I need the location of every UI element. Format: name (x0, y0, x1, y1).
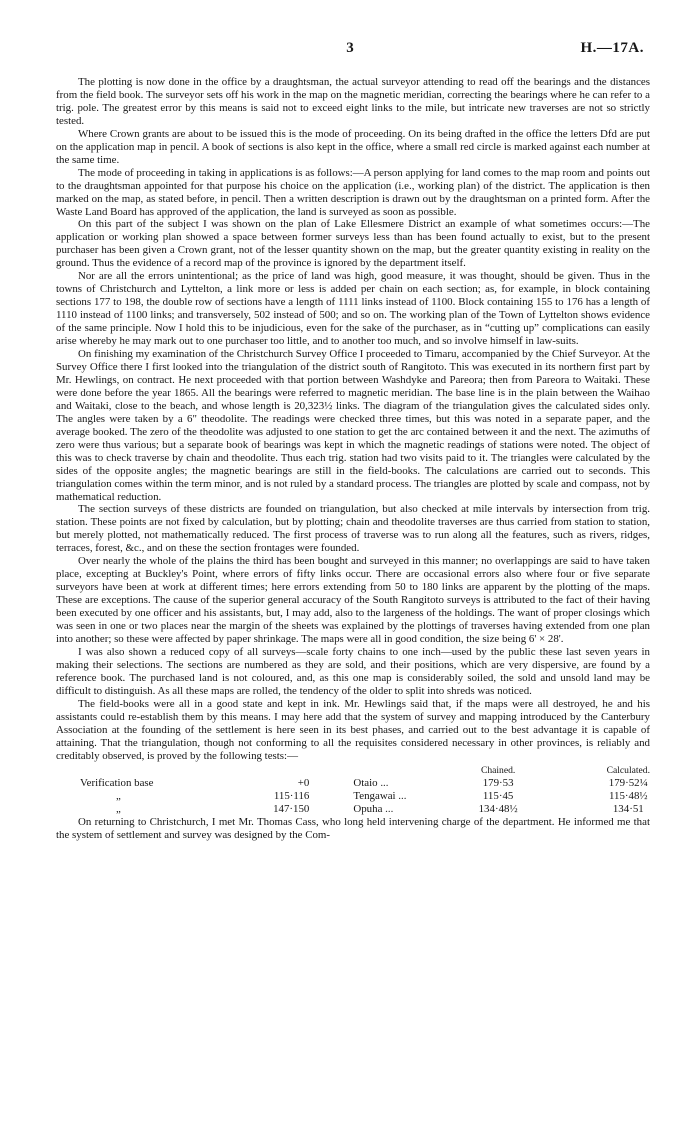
paragraph-field-books: The field-books were all in a good state and kept in ink. Mr. Hewlings said that, if the maps were all destroyed, he and his assistants could re-establish them by this means. I may here add that the system of survey and mapping introduced by the Canterbury Association at the founding of the settlement is here seen in its best phases, and carried out to the best advantage it is capable of attaining. That the triangulation, though not conforming to all the requisites considered necessary in other provinces, is reliably and creditably observed, is proved by the following tests:— (56, 697, 650, 762)
row-calculated: 115·48½ (608, 790, 648, 803)
paragraph-closing: On returning to Christchurch, I met Mr. Thomas Cass, who long held intervening charge of the department. He informed me that the system of settlement and survey was designed by the Com- (56, 816, 650, 842)
page-number: 3 (346, 40, 354, 56)
row-label: Verification base (80, 777, 154, 790)
verification-table (56, 765, 650, 817)
paragraph-applications: The mode of proceeding in taking in applications is as follows:—A person applying for land comes to the map room and points out to the draughtsman appointed for that purpose his choice on the application (i.e., working plan) of the district. The application is then marked on the map, as stated before, in pencil. Then a written description is drawn out by the draughtsman on a printed form. After the Waste Land Board has approved of the application, the land is surveyed as soon as possible. (56, 166, 650, 218)
row-station: Opuha ... (353, 803, 394, 816)
body-text (56, 76, 650, 842)
row-chained: 179·53 (482, 777, 514, 790)
paragraph-section-surveys: The section surveys of these districts are founded on triangulation, but also checked at mile intervals by intersection from trig. station. These points are not fixed by calculation, but by plotting; chain and theodolite traverses are thus carried from station to station, but merely plotted, not mathematically reduced. The first process of traverse was to run along all the features, such as rivers, ridges, terraces, forest, &c., and on these the section frontages were founded. (56, 503, 650, 555)
row-calculated: 134·51 (612, 803, 644, 816)
column-header-calculated: Calculated. (606, 764, 650, 776)
row-station: Otaio ... (353, 777, 389, 790)
row-value: 147·150 (273, 803, 310, 816)
row-value: 115·116 (273, 790, 310, 803)
row-station: Tengawai ... (353, 790, 407, 803)
row-chained: 134·48½ (478, 803, 518, 816)
paragraph-plains: Over nearly the whole of the plains the third has been bought and surveyed in this manner; no overlappings are said to have taken place, excepting at Buckley's Point, where errors of fifty links occur. There are occasional errors also where four or five separate surveyors have been at work at different times; here errors extending from 50 to 180 links are apparent by the plotting of the maps. These are exceptions. The cause of the superior general accuracy of the South Rangitoto surveys is attributed to the fact of their having been executed by one officer and his assistants, but, I may add, also to the largeness of the holdings. The want of proper closings which was seen in one or two places near the margin of the sheets was explained by the plottings of traverses having extended from one plan into another; so these were affected by paper shrinkage. The maps were all in good condition, the size being 6' × 28'. (56, 555, 650, 645)
document-reference: H.—17A. (580, 40, 644, 56)
table-row (56, 790, 650, 803)
paragraph-lake-ellesmere: On this part of the subject I was shown on the plan of Lake Ellesmere District an example of what sometimes occurs:—The application or working plan showed a space between former surveys less than has been found actually to exist, but to the present purchaser has been given a Crown grant, not of the lesser quantity shown on the map, but the greater quantity existing in reality on the ground. Thus the evidence of a record map of the province is ignored by the department itself. (56, 218, 650, 270)
row-calculated: 179·52¼ (608, 777, 648, 790)
row-label: „ (116, 803, 121, 816)
row-chained: 115·45 (482, 790, 514, 803)
page-header (56, 40, 644, 60)
column-header-chained: Chained. (480, 764, 516, 776)
paragraph-errors: Nor are all the errors unintentional; as the price of land was high, good measure, it was thought, should be given. Thus in the towns of Christchurch and Lyttelton, a link more or less is added per chain on each section; as, for example, in block containing sections 177 to 198, the double row of sections have a length of 1111 links instead of 1100. Block containing 155 to 176 has a length of 1110 instead of 1100 links; and transversely, 502 instead of 500; and so on. The working plan of the Town of Lyttelton shows evidence of the same principle. Now I hold this to be injudicious, even for the sake of the purchaser, as in “cutting up” complications can easily arise whereby he may mark out to one purchaser too little, and to another too much, and so involve himself in law-suits. (56, 270, 650, 348)
paragraph-reduced-copy: I was also shown a reduced copy of all surveys—scale forty chains to one inch—used by the public these last seven years in making their selections. The sections are numbered as they are sold, and their positions, which are very dispersive, are found by a reference book. The purchased land is not coloured, and, as this one map is considerably soiled, the sold and unsold land may be difficult to distinguish. As all these maps are rolled, the tendency of the older to split into shreds was noticed. (56, 645, 650, 697)
row-label: „ (116, 790, 121, 803)
verification-table-header (56, 765, 650, 778)
paragraph-crown-grants: Where Crown grants are about to be issued this is the mode of proceeding. On its being drafted in the office the letters Dfd are put on the application map in pencil. A book of sections is also kept in the office, where a small red circle is marked against each number at the same time. (56, 127, 650, 166)
row-value: +0 (297, 777, 310, 790)
table-row (56, 803, 650, 816)
paragraph-timaru: On finishing my examination of the Christchurch Survey Office I proceeded to Timaru, accompanied by the Chief Surveyor. At the Survey Office there I first looked into the triangulation of the district south of Rangitoto. This was executed in its northern first part by Mr. Hewlings, on contract. He next proceeded with that portion between Washdyke and Pareora; then from Pareora to Waitaki. These were done before the year 1865. All the bearings were referred to magnetic meridian. The base line is in the plain between the Waihao and Waitaki, close to the beach, and whose length is 20,323½ links. The diagram of the triangulation gives the calculated sides only. The angles were taken by a 6" theodolite. The readings were checked three times, but this was noted in a separate paper, and the average booked. The zero of the theodolite was adjusted to one station to get the arc contained between it and the next. The azimuths of zero were thus various; but a separate book of bearings was kept in which the magnetic readings of stations were noted. The object of this was to check traverse by chain and theodolite. Thus each trig. station had two visits paid to it. The triangles were calculated by the sides of the opposite angles; the magnetic bearings are still in the field-books. The calculations are carried out to seconds. This triangulation comes within the term minor, and is not ruled by a standard process. The triangles are plotted by scale and compass, not by mathematical reduction. (56, 348, 650, 503)
table-row (56, 777, 650, 790)
paragraph-plotting: The plotting is now done in the office by a draughtsman, the actual surveyor attending to read off the bearings and the distances from the field book. The surveyor sets off his work in the map on the magnetic meridian, correcting the bearings where he can refer to a trig. pole. The greatest error by this means is said not to exceed eight links to the mile, but intricate new traverses are not so strictly tested. (56, 76, 650, 127)
